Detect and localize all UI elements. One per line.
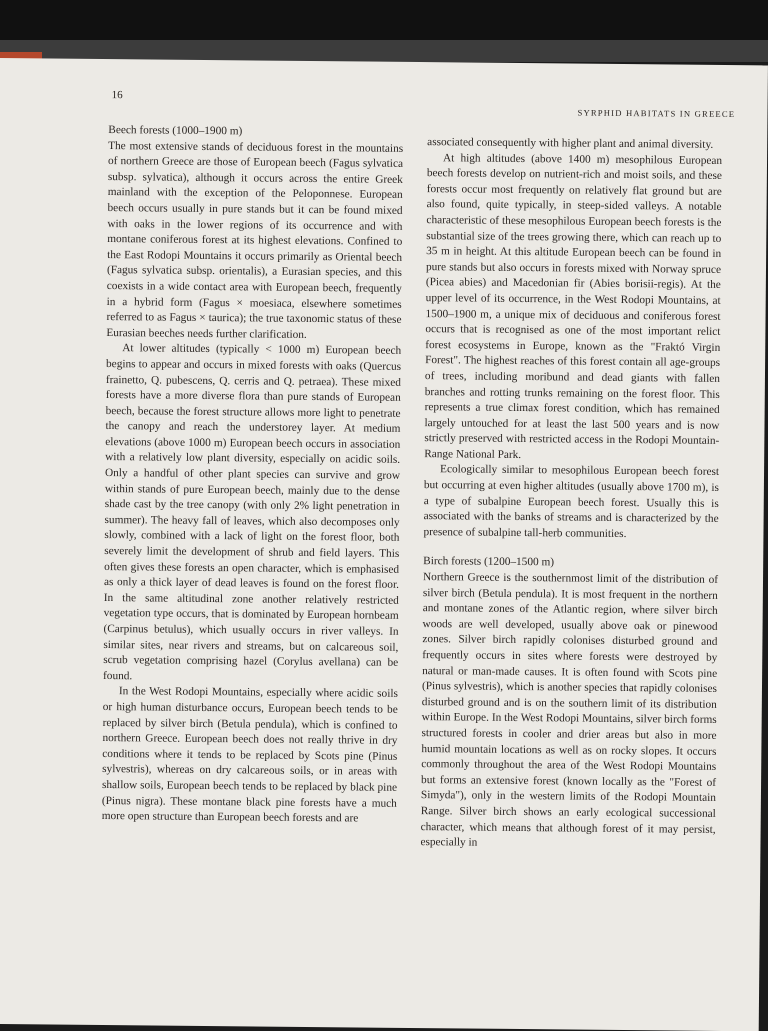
section-heading-beech: Beech forests (1000–1900 m)	[108, 124, 243, 138]
running-head: SYRPHID HABITATS IN GREECE	[577, 107, 736, 120]
paragraph: The most extensive stands of deciduous forest in the mountains of northern Greece are those of European beech (Fagus sylvatica subsp. sylvatica), although it occurs across the entire Greek mainland with the exception of the Peloponnese. European beech occurs usually in pure stands but it can be found mixed with oaks in the lower regions of its occurrence and with montane coniferous forest at its highest elevations. Confined to the East Rodopi Mountains it occurs primarily as Oriental beech (Fagus sylvatica subsp. orientalis), a Eurasian species, and this coexists in a wide contact area with European beech, frequently in a hybrid form (Fagus × moesiaca, elsewhere sometimes referred to as Fagus × taurica); the true taxonomic status of these Eurasian beeches needs further clarification.	[106, 139, 404, 341]
paragraph: At lower altitudes (typically < 1000 m) European beech begins to appear and occurs in mixed forests with oaks (Quercus frainetto, Q. pubescens, Q. cerris and Q. petraea). These mixed forests have a more diverse flora than pure stands of European beech, because the forest structure allows more light to penetrate the canopy and reach the understorey layer. At medium elevations (above 1000 m) European beech occurs in association with a relatively low plant diversity, especially on acidic soils. Only a handful of other plant species can survive and grow within stands of pure European beech, mainly due to the dense shade cast by the tree canopy (with only 2% light penetration in summer). The heavy fall of leaves, which also decomposes only slowly, combined with a lack of light on the forest floor, both severely limit the development of shrub and field layers. This often gives these forests an open character, which is emphasised as only a thick layer of dead leaves is found on the forest floor. In the same altitudinal zone another relatively restricted vegetation type occurs, that is dominated by European hornbeam (Carpinus betulus), which usually occurs in river valleys. In similar sites, near rivers and streams, but on calcareous soil, scrub vegetation comprising hazel (Corylus avellana) can be found.	[103, 342, 402, 683]
scanner-top-edge	[0, 0, 768, 40]
right-column	[420, 135, 722, 854]
paragraph: At high altitudes (above 1400 m) mesophilous European beech forests develop on nutrient-rich and moist soils, and these forests occur most frequently on relatively flat ground but are also found, quite typically, in steep-sided valleys. A notable characteristic of these mesophilous European beech forests is the substantial size of the trees growing there, which can reach up to 35 m in height. At this altitude European beech can be found in pure stands but also occurs in forests mixed with Norway spruce (Picea abies) and Macedonian fir (Abies borisii-regis). At the upper level of its occurrence, in the West Rodopi Mountains, at 1500–1900 m, a unique mix of deciduous and coniferous forest occurs that is recognised as one of the most important relict forest ecosystems in Europe, known as the "Fraktó Virgin Forest". The highest reaches of this forest contain all age-groups of trees, including moribund and dead giants with fallen branches and rotting trunks remaining on the forest floor. This represents a true climax forest condition, which has remained largely untouched for at least the last 500 years and is now strictly preserved with restricted access in the Rodopi Mountain-Range National Park.	[424, 151, 723, 461]
paragraph: Ecologically similar to mesophilous European beech forest but occurring at even higher altitudes (usually above 1700 m), is a type of subalpine European beech forest. Usually this is associated with the banks of streams and is characterized by the presence of subalpine tall-herb communities.	[423, 463, 720, 540]
paragraph: associated consequently with higher plant and animal diversity.	[427, 136, 714, 151]
paragraph: In the West Rodopi Mountains, especially where acidic soils or high human disturbance occurs, European beech tends to be replaced by silver birch (Betula pendula), which is confined to northern Greece. European beech does not really thrive in dry conditions where it tends to be replaced by Scots pine (Pinus sylvestris), whereas on dry calcareous soils, or in areas with shallow soils, European beech tends to be replaced by black pine (Pinus nigra). These montane black pine forests have a much more open structure than European beech forests and are	[101, 685, 398, 825]
paragraph: Northern Greece is the southernmost limit of the distribution of silver birch (Betula pendula). It is most frequent in the northern and montane zones of the Atlantic region, where silver birch woods are well developed, usually above oak or pinewood zones. Silver birch rapidly colonises disturbed ground and frequently occurs in sites where forests were destroyed by natural or man-made causes. It is often found with Scots pine (Pinus sylvestris), which is another species that rapidly colonises disturbed ground and is on the southern limit of its distribution within Europe. In the West Rodopi Mountains, silver birch forms structured forests in cooler and drier areas but also in more humid mountain locations as well as on rocky slopes. It occurs commonly throughout the area of the West Rodopi Mountains but forms an extensive forest (known locally as the "Forest of Simyda"), only in the western limits of the Rodopi Mountain Range. Silver birch shows an early ecological successional character, which means that although forest of it may persist, especially in	[420, 571, 719, 849]
page-number: 16	[111, 89, 123, 102]
section-heading-birch: Birch forests (1200–1500 m)	[423, 555, 555, 569]
left-column	[102, 123, 404, 828]
book-page	[0, 58, 768, 1031]
